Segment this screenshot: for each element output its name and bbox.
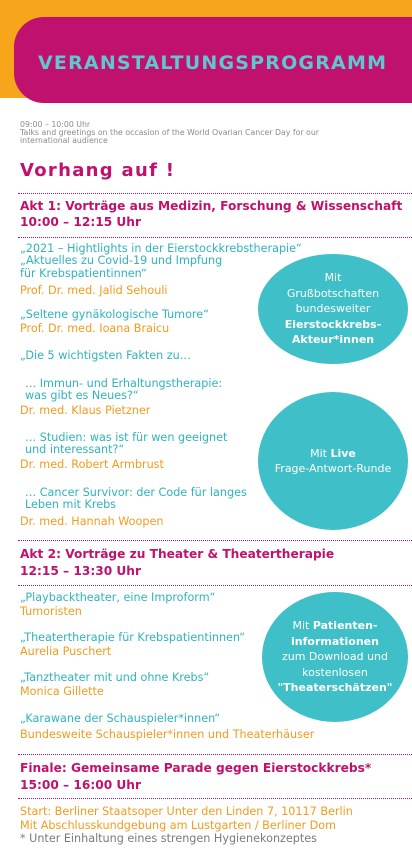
- talk-title: „2021 – Hightlights in der Eierstockkrebstherapie“ „Aktuelles zu Covid-19 und Impfung für Krebspatientinnen“: [20, 242, 302, 280]
- finale-time: 15:00 – 16:00 Uhr: [20, 778, 141, 792]
- talk-speaker: Dr. med. Klaus Pietzner: [20, 404, 151, 417]
- page-title: VERANSTALTUNGSPROGRAMM: [38, 52, 388, 74]
- talk-title: … Immun- und Erhaltungstherapie: was gibt es Neues?“: [25, 377, 223, 403]
- divider: [18, 237, 412, 238]
- footer-info: [20, 805, 353, 846]
- talk-title: „Seltene gynäkologische Tumore“: [20, 308, 209, 321]
- footer-hygiene-note: * Unter Einhaltung eines strengen Hygienekonzeptes: [20, 832, 317, 845]
- intro-text-line-2: international audience: [20, 136, 108, 145]
- talk-speaker: Prof. Dr. med. Ioana Braicu: [20, 322, 170, 335]
- talk-title: … Studien: was ist für wen geeignet und interessant?“: [25, 431, 228, 457]
- divider: [18, 798, 412, 799]
- talk-title: „Theatertherapie für Krebspatientinnen“: [20, 631, 245, 644]
- divider: [18, 193, 412, 194]
- finale-title: Finale: Gemeinsame Parade gegen Eierstockkrebs*: [20, 761, 372, 775]
- intro-block: [20, 121, 400, 145]
- divider: [18, 585, 412, 586]
- talk-speaker: Bundesweite Schauspieler*innen und Theaterhäuser: [20, 728, 315, 741]
- act1-time: 10:00 – 12:15 Uhr: [20, 215, 141, 229]
- act2-title: Akt 2: Vorträge zu Theater & Theatertherapie: [20, 547, 335, 561]
- talk-speaker: Dr. med. Robert Armbrust: [20, 458, 164, 471]
- curtain-heading: Vorhang auf !: [20, 160, 176, 181]
- talk-speaker: Tumoristen: [20, 605, 82, 618]
- talk-speaker: Dr. med. Hannah Woopen: [20, 515, 164, 528]
- intro-text-line-1: Talks and greetings on the occasion of the World Ovarian Cancer Day for our: [20, 128, 319, 137]
- footer-start-location: Start: Berliner Staatsoper Unter den Linden 7, 10117 Berlin: [20, 805, 353, 818]
- talk-title: „Die 5 wichtigsten Fakten zu…: [20, 349, 191, 362]
- talk-speaker: Aurelia Puschert: [20, 645, 112, 658]
- talk-title: „Karawane der Schauspieler*innen“: [20, 712, 221, 725]
- talk-speaker: Monica Gillette: [20, 685, 104, 698]
- divider: [18, 540, 412, 541]
- divider: [18, 754, 412, 755]
- act2-time: 12:15 – 13:30 Uhr: [20, 564, 141, 578]
- patient-info-circle: Mit Patienten- informationen zum Download und kostenlosen "Theaterschätzen": [262, 592, 408, 722]
- intro-time: 09:00 – 10:00 Uhr: [20, 120, 91, 129]
- talk-speaker: Prof. Dr. med. Jalid Sehouli: [20, 284, 168, 297]
- act1-title: Akt 1: Vorträge aus Medizin, Forschung & Wissenschaft: [20, 199, 403, 213]
- greetings-circle: Mit Grußbotschaften bundesweiter Eierstockkrebs- Akteur*innen: [258, 254, 408, 364]
- talk-title: … Cancer Survivor: der Code für langes Leben mit Krebs: [25, 486, 247, 512]
- footer-closing-rally: Mit Abschlusskundgebung am Lustgarten / Berliner Dom: [20, 818, 337, 832]
- talk-title: „Playbacktheater, eine Improform“: [20, 591, 216, 604]
- talk-title: „Tanztheater mit und ohne Krebs“: [20, 671, 210, 684]
- live-qa-circle: Mit Live Frage-Antwort-Runde: [258, 392, 408, 530]
